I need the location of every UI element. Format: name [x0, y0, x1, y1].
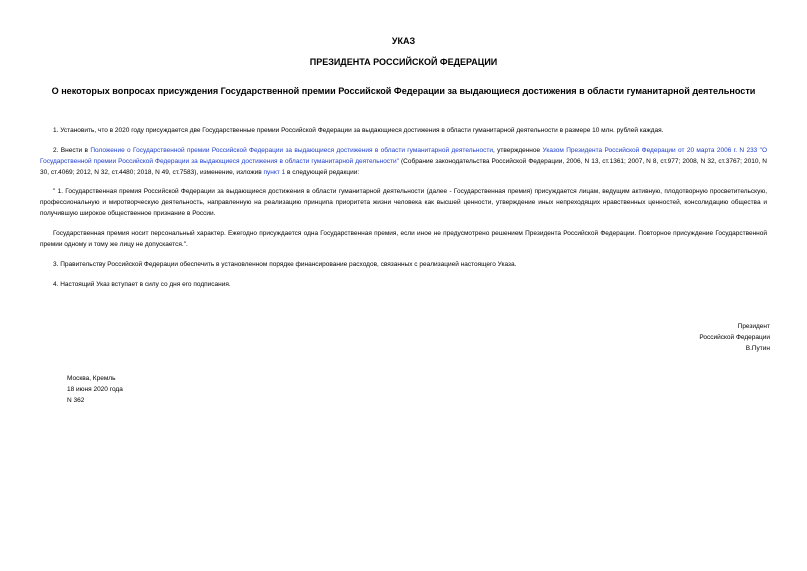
document-footer: [67, 374, 123, 406]
paragraph-5: 3. Правительству Российской Федерации обеспечить в установленном порядке финансирование расходов, связанных с реализацией настоящего Указа.: [53, 261, 517, 268]
link-clause-1[interactable]: пункт 1: [263, 168, 286, 176]
document-title: УКАЗ: [391, 36, 416, 46]
paragraph-2-text-a: 2. Внести в: [53, 147, 91, 154]
paragraph-6: 4. Настоящий Указ вступает в силу со дня его подписания.: [53, 281, 231, 288]
document-issuer: ПРЕЗИДЕНТА РОССИЙСКОЙ ФЕДЕРАЦИИ: [309, 57, 498, 67]
link-regulation[interactable]: Положение о Государственной премии Российской Федерации за выдающиеся достижения в области гуманитарной деятельности: [90, 147, 493, 154]
paragraph-2: [40, 146, 767, 178]
document-heading: О некоторых вопросах присуждения Государственной премии Российской Федерации за выдающиеся достижения в области гуманитарной деятельности: [51, 86, 756, 96]
signing-date: 18 июня 2020 года: [67, 385, 123, 393]
link-decree-233[interactable]: Указом Президента Российской Федерации от 20 марта 2006 г. N 233 "О Государственной премии Российской Федерации за выдающиеся достижения в области гуманитарной деятельности": [40, 147, 768, 165]
signature-name: В.Путин: [745, 344, 770, 352]
signature-country: Российской Федерации: [699, 333, 770, 341]
signature-block: [699, 322, 770, 354]
signing-place: Москва, Кремль: [67, 375, 116, 382]
paragraph-2-text-c: (Собрание законодательства Российской Федерации, 2006, N 13, ст.1361; 2007, N 8, ст.977; 2008, N 32, ст.3767; 2010, N 30, ст.4069; 2012, N 32, ст.4480; 2018, N 49, ст.7583), изменение, изложив: [40, 157, 767, 176]
paragraph-1: 1. Установить, что в 2020 году присуждается две Государственные премии Российской Федерации за выдающиеся достижения в области гуманитарной деятельности в размере 10 млн. рублей каждая.: [53, 127, 664, 134]
paragraph-2-text-b: , утвержденное: [492, 147, 543, 154]
document-number: N 362: [67, 396, 85, 404]
paragraph-2-text-d: в следующей редакции:: [285, 168, 360, 176]
signature-position: Президент: [737, 323, 770, 330]
paragraph-4-quoted-clause: Государственная премия носит персональный характер. Ежегодно присуждается одна Государственная премия, если иное не предусмотрено решением Президента Российской Федерации. Повторное присуждение Государственной премии одному и тому же лицу не допускается.".: [40, 230, 767, 248]
paragraph-3-quoted-clause: " 1. Государственная премия Российской Федерации за выдающиеся достижения в области гуманитарной деятельности (далее - Государственная премия) присуждается лицам, ведущим активную, плодотворную просветительскую, профессиональную и миротворческую деятельность, направленную на реализацию принципа приоритета жизни человека как высшей ценности, утверждение иных непреходящих нравственных ценностей, консолидацию общества и получившую широкое общественное признание в России.: [40, 188, 767, 217]
